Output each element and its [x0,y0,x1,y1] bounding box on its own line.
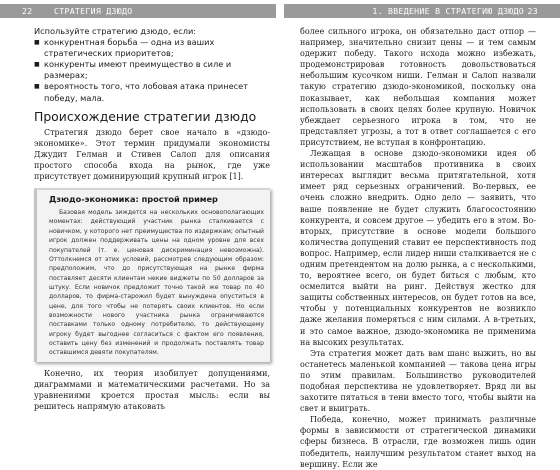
section-paragraph: Стратегия дзюдо берет свое начало в «дзюдо-экономике». Этот термин придумали экономисты Джудит Гелман и Стивен Салоп для описания простого способа входа на рынок, где уже присутствует доминирующий крупный игрок [1]. [34,127,270,182]
page-number-left: 22 [22,6,33,16]
running-header-left [0,4,280,18]
conditions-list [34,37,270,104]
running-title-left: СТРАТЕГИЯ ДЗЮДО [54,6,133,16]
running-header-right [280,4,560,18]
page-number-right: 23 [527,6,538,16]
right-page [280,0,560,469]
closing-paragraph: Конечно, их теория изобилует допущениями, диаграммами и математическими расчетами. Но за уравнениями кроется простая мысль: если вы решитесь напрямую атаковать [34,368,270,411]
left-page [0,0,280,415]
section-heading: Происхождение стратегии дзюдо [34,108,257,124]
paragraph: Эта стратегия может дать вам шанс выжить, но вы останетесь маленькой компанией — такова цена игры по этим правилам. Большинство руководителей подобная перспектива не удовлетворяет. Вряд ли вы захотите пятаться в тени вместо того, чтобы выйти на свет и выиграть. [300,348,536,414]
right-page-content [300,26,536,470]
bullet-intro: Используйте стратегию дзюдо, если: [34,26,197,36]
list-item: ■ вероятность того, что лобовая атака принесет победу, мала. [34,81,270,103]
gutter [276,4,284,18]
sidebar-title: Дзюдо-экономика: простой пример [49,194,218,205]
running-title-right: 1. ВВЕДЕНИЕ В СТРАТЕГИЮ ДЗЮДО [372,6,524,16]
list-item: ■ конкуренты имеют преимущество в силе и размерах; [34,59,270,81]
sidebar-text: Базовая модель зиждется на нескольких основополагающих моментах: действующий участник рынка сталкивается с новичком, у которого нет преимущества по издержкам; опытный игрок должен поддерживать цены на одном уровне для всех покупателей (т. е. ценовая дискриминация невозможна). Оттолкнемся от этих условий, рассмотрев следующим образом: предположим, что до присутствующая на рынке фирма поставляет десяти клиентам некие виджеты по 50 долларов за штуку. Если новичок предложит точно такой же товар по 40 долларов, то фирма-старожил будет вынуждена опуститься в цене, для того чтобы не потерять своих клиентов. Но если возможности нового участника рынка ограничиваются поставками только одному потребителю, то действующему игроку будет выгоднее согласиться с фактом его появления, оставить цену без изменений и продолжать поставлять товар оставшимся девяти покупателям. [49,209,264,357]
paragraph: Победа, конечно, может принимать различные формы в зависимости от стратегической динамики сферы бизнеса. В отрасли, где возможен лишь один победитель, наилучшим результатом станет выход на вершину. Если же [300,415,536,469]
paragraph: более сильного игрока, он обязательно даст отпор — например, значительно снизит цены — и тем самым одержит победу. Такого исхода можно избежать, продемонстрировав готовность довольствоваться небольшим кусочком ниши. Гелман и Салоп назвали такую стратегию дзюдо-экономикой, поскольку она показывает, как небольшая компания может использовать в своих целях более крупную. Новичок убеждает серьезного игрока в том, что не представляет угрозы, а тот в ответ соглашается с его присутствием, не вступая в конфронтацию. [300,27,536,147]
list-item: ■ конкурентная борьба — одна из ваших стратегических приоритетов; [34,37,270,59]
paragraph: Лежащая в основе дзюдо-экономики идея об использовании масштабов противника в своих интересах выглядит весьма притягательной, хотя имеет ряд серьезных ограничений. Во-первых, ее очень сложно внедрить. Одно дело — заявить, что ваше появление не будет служить благосостоянию конкурента, и совсем другое — убедить его в этом. Во-вторых, присутствие в основе модели большого количества допущений ставит ее перспективность под вопрос. Например, если лидер ниши сталкивается не с одним претендентом на долю рынка, а с несколькими, то, вероятнее всего, он будет биться с любым, кто осмелится выйти на ринг. Действуя жестко для защиты собственных интересов, он будет готов на все, чтобы у потенциальных конкурентов не возникло даже желания померяться с ним силами. А в-третьих, и это самое важное, дзюдо-экономика не применима на высоких результатах. [300,149,536,347]
sidebar-box [34,188,270,362]
left-page-content [34,26,270,412]
